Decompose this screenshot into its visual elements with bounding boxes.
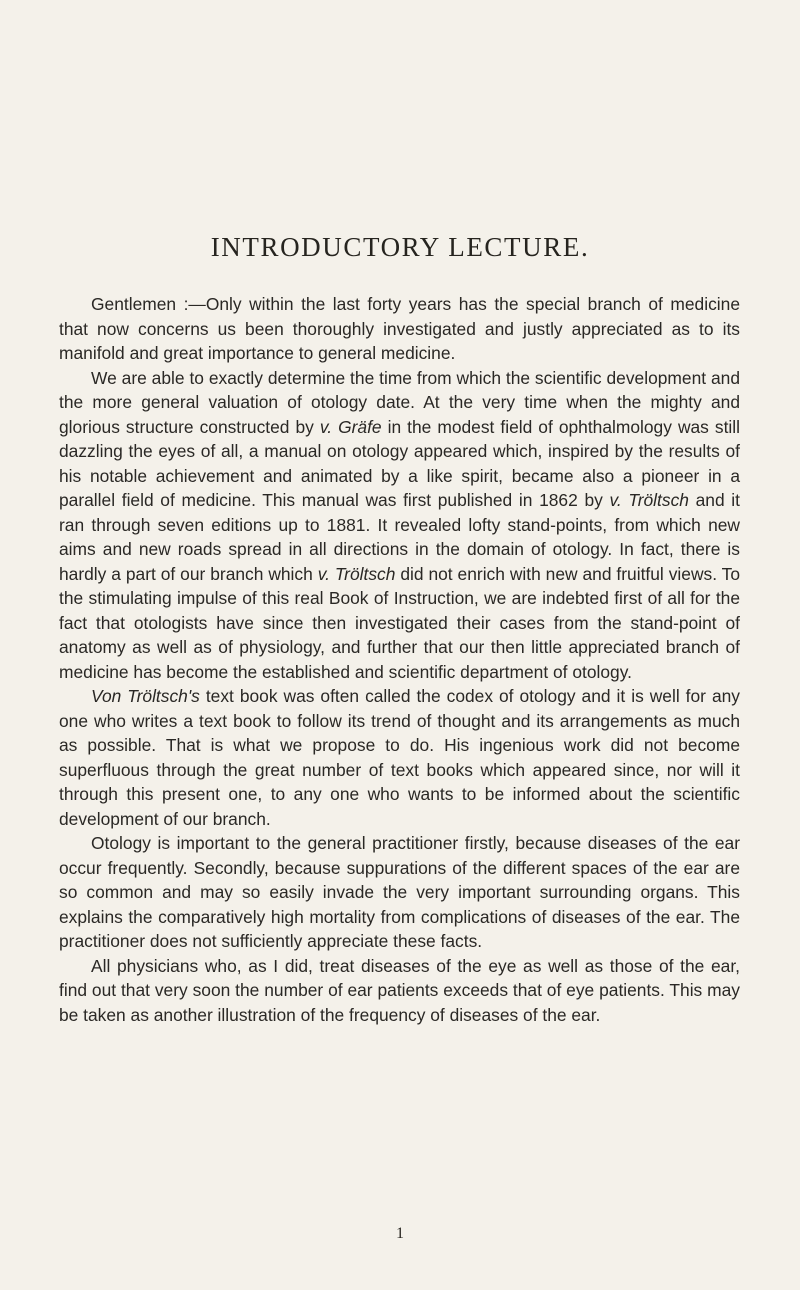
text-run: did not enrich with new and fruitful views. To the stimulating impulse of this real Book of Instruction, we are indebted first of all for the fact that otologists have since then investigated their cases from the stand-point of anatomy as well as of physiology, and further that our then little appreciated branch of medicine has become the established and scientific department of otology. <box>59 563 740 682</box>
text-run: and it ran through seven editions up to 1881. It revealed lofty stand-points, from which new aims and new roads spread in all directions in the domain of otology. In fact, there is hardly a part of our branch which <box>59 490 741 584</box>
italic-name: v. Tröltsch <box>609 490 689 510</box>
paragraph <box>59 684 740 831</box>
italic-name: v. Tröltsch <box>317 563 396 584</box>
italic-name: Von Tröltsch's <box>91 686 200 706</box>
body-text <box>59 292 740 1027</box>
text-run: Gentlemen :—Only within the last forty years has the special branch of medicine that now concerns us been thoroughly investigated and justly appreciated as to its manifold and great importance to general medicine. <box>59 294 740 363</box>
italic-name: v. Gräfe <box>319 416 382 437</box>
page-number: 1 <box>396 1225 404 1242</box>
text-run: in the modest field of ophthalmology was still dazzling the eyes of all, a manual on otology appeared which, inspired by the results of his notable achievement and animated by a like spirit, became also a pioneer in a parallel field of medicine. This manual was first published in 1862 by <box>59 416 740 510</box>
chapter-heading: INTRODUCTORY LECTURE. <box>210 232 590 262</box>
text-run: Otology is important to the general practitioner firstly, because diseases of the ear occur frequently. Secondly, because suppurations of the different spaces of the ear are so common and may so easily invade the very important surrounding organs. This explains the comparatively high mortality from complications of diseases of the ear. The practitioner does not sufficiently appreciate these facts. <box>59 833 740 951</box>
text-run: text book was often called the codex of otology and it is well for any one who writes a text book to follow its trend of thought and its arrangements as much as possible. That is what we propose to do. His ingenious work did not become superfluous through the great number of text books which appeared since, nor will it through this present one, to any one who wants to be informed about the scientific development of our branch. <box>59 686 740 829</box>
paragraph <box>59 366 740 685</box>
paragraph <box>59 292 740 366</box>
text-run: All physicians who, as I did, treat diseases of the eye as well as those of the ear, find out that very soon the number of ear patients exceeds that of eye patients. This may be taken as another illustration of the frequency of diseases of the ear. <box>59 955 740 1025</box>
paragraph <box>59 831 740 954</box>
text-run: We are able to exactly determine the time from which the scientific development and the more general valuation of otology date. At the very time when the mighty and glorious structure constructed by <box>59 367 740 437</box>
paragraph <box>59 954 740 1028</box>
